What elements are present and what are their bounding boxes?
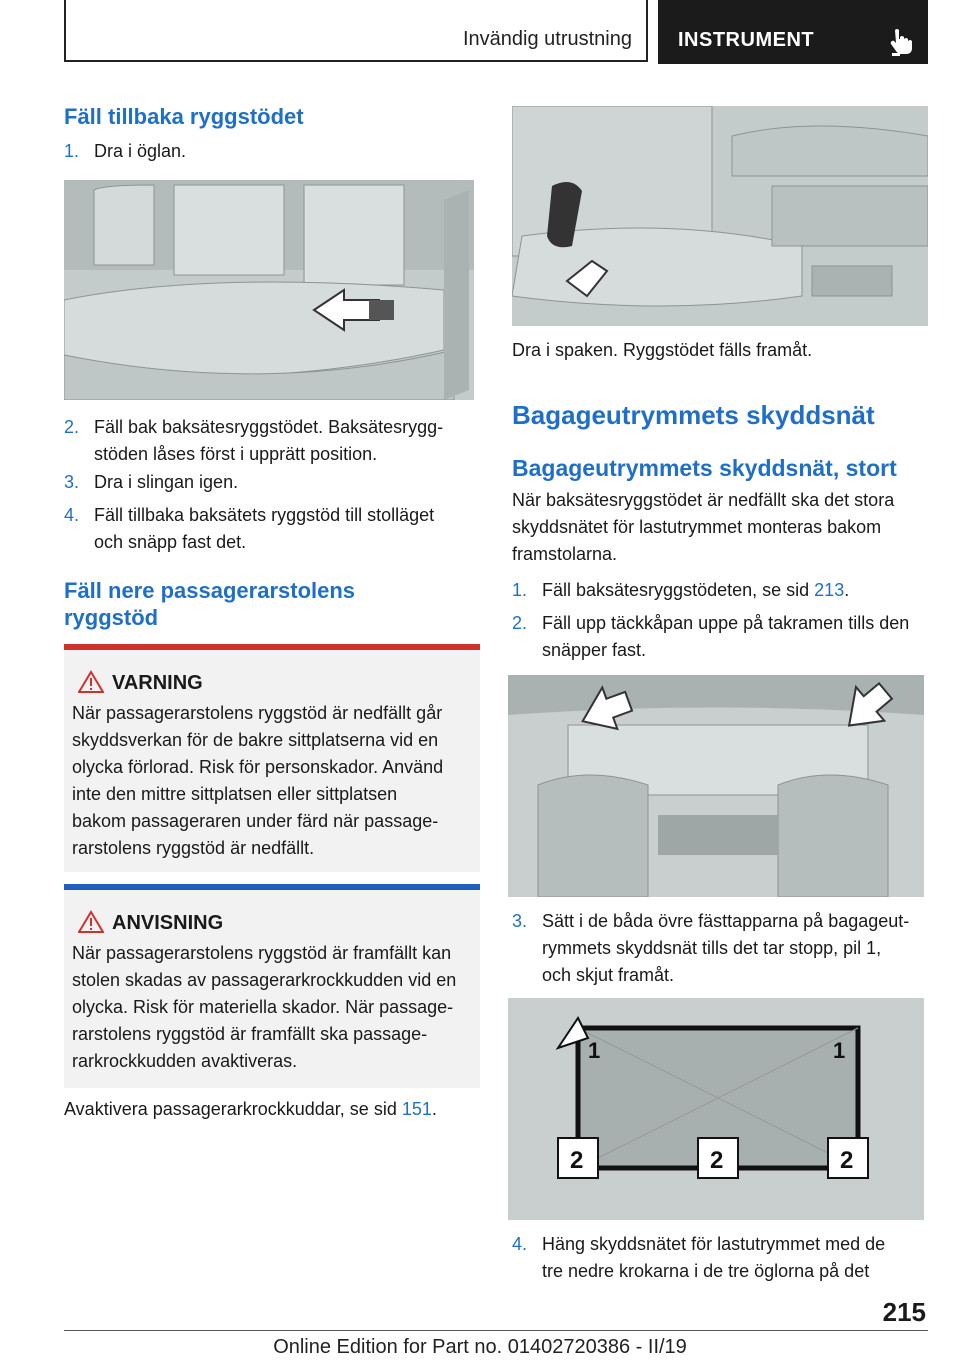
section-tab: [64, 0, 648, 62]
notice-bar: [64, 884, 480, 890]
rear-seat-illustration: [64, 180, 474, 400]
warning-bar: [64, 644, 480, 650]
intro-paragraph: När baksätesryggstödet är nedfällt ska det stora skyddsnätet för lastutrymmet monteras bakom framstolarna.: [512, 490, 895, 564]
subsection-heading-large-net: Bagageutrymmets skyddsnät, stort: [512, 455, 897, 481]
section-heading-fold-back: Fäll tillbaka ryggstödet: [64, 104, 304, 129]
cargo-net-illustration: [508, 998, 924, 1220]
notice-text: När passagerarstolens ryggstöd är framfällt kan stolen skadas av passagerarkrockkudden vid en olycka. Risk för materiella skador. När passage‐ rarstolens ryggstöd är framfällt ska passage‐ rarkrockkudden avaktiveras.: [72, 943, 457, 1071]
warning-box: [64, 644, 480, 872]
deactivate-airbag-text: Avaktivera passagerarkrockkuddar, se sid 151.: [64, 1099, 437, 1119]
label-1-left: 1: [588, 1038, 601, 1063]
notice-triangle-icon: [78, 910, 104, 934]
list-item: 4. Fäll tillbaka baksätets ryggstöd till stolläget och snäpp fast det.: [64, 505, 435, 552]
label-2-left: 2: [570, 1147, 584, 1174]
seat-lever-illustration: [512, 106, 928, 326]
page-link-213[interactable]: 213: [814, 580, 845, 600]
roof-cover-illustration: [508, 675, 924, 897]
section-title: Invändig utrustning: [462, 28, 632, 50]
label-1-right: 1: [833, 1038, 846, 1063]
notice-title: ANVISNING: [112, 912, 224, 934]
warning-triangle-icon: [78, 670, 104, 694]
notice-box: [64, 884, 480, 1088]
footer-edition: Online Edition for Part no. 01402720386 - II/19: [273, 1336, 687, 1358]
page-header: [64, 0, 928, 64]
section-heading-cargo-net: Bagageutrymmets skyddsnät: [512, 400, 875, 430]
section-heading-fold-down: Fäll nere passagerarstolens ryggstöd: [64, 578, 356, 630]
chapter-tab: [658, 0, 928, 64]
warning-text: När passagerarstolens ryggstöd är nedfällt går skyddsverkan för de bakre sittplatserna vid en olycka förlorad. Risk för personskador. Använd inte den mittre sittplatsen eller sittplatsen bakom passageraren under färd när passage‐ rarstolens ryggstöd är nedfällt.: [72, 703, 444, 858]
chapter-title: INSTRUMENT: [678, 29, 815, 51]
list-item: 4. Häng skyddsnätet för lastutrymmet med de tre nedre krokarna i de tre öglorna på det: [512, 1234, 886, 1281]
warning-title: VARNING: [112, 672, 203, 694]
lever-caption: Dra i spaken. Ryggstödet fälls framåt.: [512, 340, 813, 360]
hand-pointer-icon: [886, 26, 916, 56]
footer-divider: [64, 1330, 928, 1331]
page-number: 215: [882, 1297, 926, 1327]
list-item: 2. Fäll upp täckkåpan uppe på takramen tills den snäpper fast.: [512, 613, 910, 660]
label-2-center: 2: [710, 1147, 724, 1174]
label-2-right: 2: [840, 1147, 854, 1174]
list-item: 3. Sätt i de båda övre fästtapparna på bagageut‐ rymmets skyddsnät tills det tar stopp, pil 1, och skjut framåt.: [512, 911, 910, 985]
page-link-151[interactable]: 151: [401, 1099, 432, 1119]
list-item: 2. Fäll bak baksätesryggstödet. Baksätesrygg‐ stöden låses först i upprätt position.: [64, 417, 444, 464]
